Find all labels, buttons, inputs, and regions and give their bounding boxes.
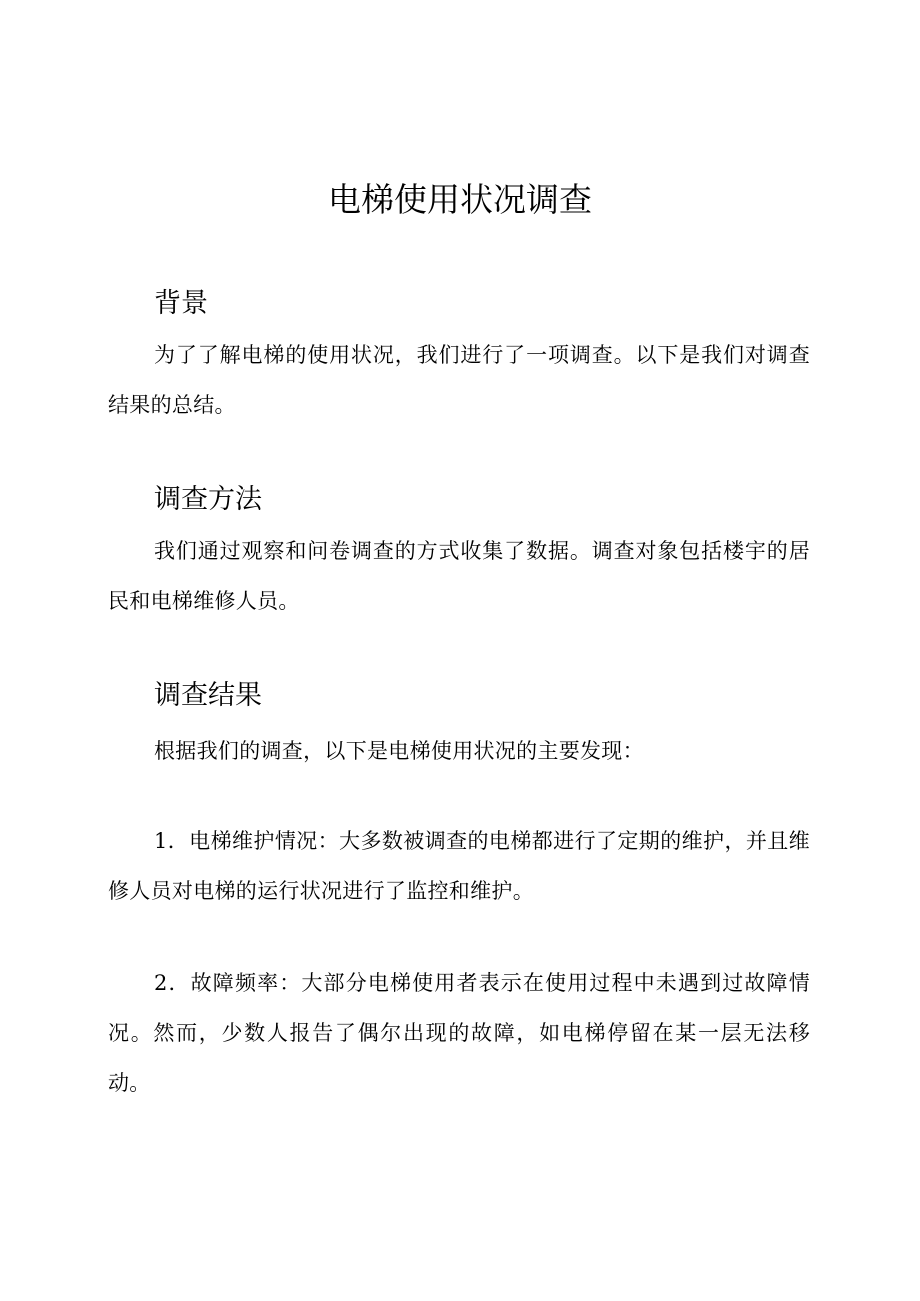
- section-heading-results: 调查结果: [154, 680, 262, 711]
- method-paragraph: 我们通过观察和问卷调查的方式收集了数据。调查对象包括楼宇的居民和电梯维修人员。: [108, 539, 810, 613]
- results-intro-paragraph: 根据我们的调查，以下是电梯使用状况的主要发现：: [154, 739, 644, 763]
- section-heading-background: 背景: [154, 288, 208, 319]
- page-title: 电梯使用状况调查: [328, 180, 592, 219]
- section-heading-method: 调查方法: [154, 484, 262, 515]
- finding-item-failure-frequency: 2．故障频率：大部分电梯使用者表示在使用过程中未遇到过故障情况。然而，少数人报告了偶尔出现的故障，如电梯停留在某一层无法移动。: [108, 971, 810, 1095]
- finding-item-maintenance: 1．电梯维护情况：大多数被调查的电梯都进行了定期的维护，并且维修人员对电梯的运行状况进行了监控和维护。: [108, 829, 810, 903]
- background-paragraph: 为了了解电梯的使用状况，我们进行了一项调查。以下是我们对调查结果的总结。: [108, 343, 810, 417]
